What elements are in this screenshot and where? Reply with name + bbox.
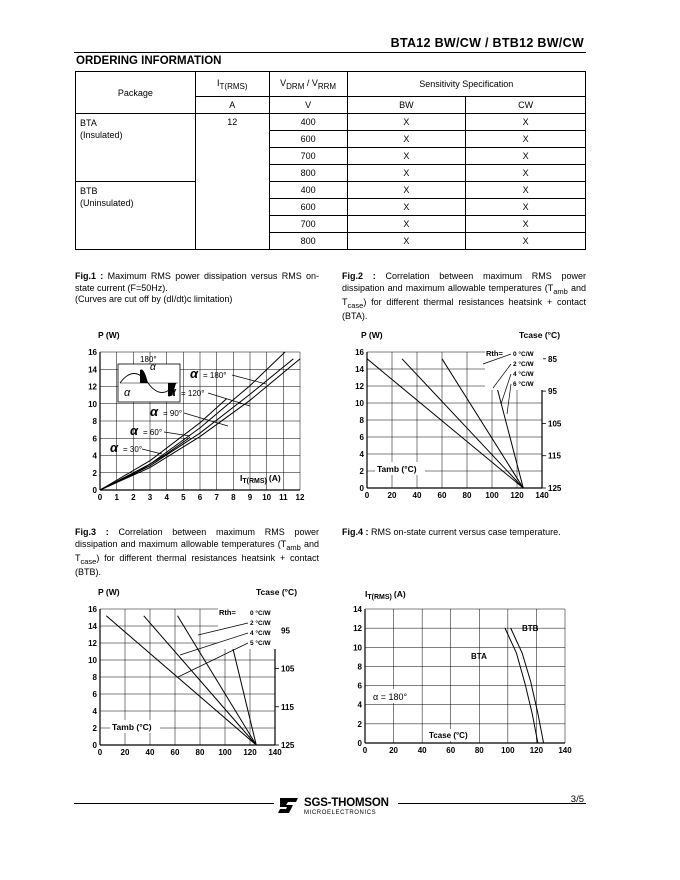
alpha-180-value: = 180° <box>203 371 227 380</box>
fig2-rth-legend <box>485 346 543 390</box>
y-tick-label: 2 <box>92 468 97 478</box>
y-tick-label: 6 <box>92 690 97 699</box>
fig4-caption: Fig.4 : RMS on-state current versus case temperature. <box>342 527 561 537</box>
x-tick-label: 8 <box>231 493 236 502</box>
bw-cell: X <box>347 131 466 148</box>
y-tick-label: 12 <box>88 639 97 648</box>
y-tick-label: 6 <box>92 434 97 444</box>
y2-tick-label: 115 <box>281 702 294 712</box>
svg-text:4 °C/W: 4 °C/W <box>513 371 534 378</box>
fig2-chart <box>343 326 583 511</box>
alpha-30-symbol: α <box>110 440 119 455</box>
table-row <box>76 182 586 199</box>
y-tick-label: 4 <box>92 707 97 716</box>
y-tick-label: 2 <box>92 724 97 733</box>
bw-cell: X <box>347 233 466 250</box>
voltage-cell: 400 <box>269 114 347 131</box>
fig3-xlabel: Tamb (°C) <box>112 722 152 732</box>
brand-sub: MICROELECTRONICS <box>304 810 377 816</box>
package-btb: BTB (Uninsulated) <box>76 182 196 250</box>
unit-it: A <box>195 97 269 114</box>
document-title: BTA12 BW/CW / BTB12 BW/CW <box>390 36 584 50</box>
header-rule <box>74 52 586 53</box>
y-tick-label: 10 <box>353 643 362 653</box>
x-tick-label: 7 <box>214 493 219 502</box>
fig4-chart <box>343 583 583 768</box>
y-tick-label: 4 <box>357 700 362 710</box>
voltage-cell: 600 <box>269 131 347 148</box>
svg-text:4 °C/W: 4 °C/W <box>250 630 271 637</box>
x-tick-label: 140 <box>268 748 282 757</box>
y-tick-label: 0 <box>359 484 364 493</box>
y2-tick-label: 85 <box>548 354 557 364</box>
svg-text:2 °C/W: 2 °C/W <box>250 620 271 627</box>
x-tick-label: 140 <box>535 491 549 500</box>
col-voltage: $V_{DRM} / V_{RRM}$ <box>269 72 347 97</box>
x-tick-label: 40 <box>145 748 155 757</box>
cw-cell: X <box>466 131 586 148</box>
voltage-cell: 800 <box>269 165 347 182</box>
fig1-caption: Fig.1 : Maximum RMS power dissipation versus RMS on-state current (F=50Hz). (Curves are cut off by (dI/dt)c limitation) <box>75 271 320 304</box>
y2-tick-label: 125 <box>548 484 562 493</box>
fig4-label-bta: BTA <box>471 652 487 661</box>
voltage-cell: 600 <box>269 199 347 216</box>
svg-text:Rth=: Rth= <box>219 608 236 617</box>
x-tick-label: 140 <box>558 746 572 755</box>
y-tick-label: 6 <box>357 681 362 691</box>
bw-cell: X <box>347 216 466 233</box>
cw-cell: X <box>466 148 586 165</box>
y-tick-label: 10 <box>355 399 364 408</box>
x-tick-label: 0 <box>362 746 368 755</box>
svg-text:5 °C/W: 5 °C/W <box>250 640 271 647</box>
cw-cell: X <box>466 233 586 250</box>
x-tick-label: 80 <box>195 748 205 757</box>
brand-name: SGS-THOMSON <box>304 797 389 809</box>
x-tick-label: 3 <box>147 493 153 502</box>
x-tick-label: 9 <box>247 493 253 502</box>
alpha-120-value: = 120° <box>181 389 205 398</box>
x-tick-label: 80 <box>462 491 472 500</box>
x-tick-label: 10 <box>262 493 272 502</box>
alpha-90-symbol: α <box>150 404 159 419</box>
x-tick-label: 2 <box>131 493 136 502</box>
y2-tick-label: 105 <box>281 664 295 674</box>
x-tick-label: 6 <box>197 493 203 502</box>
y-tick-label: 12 <box>88 382 97 392</box>
y-tick-label: 4 <box>359 450 364 459</box>
y-tick-label: 16 <box>88 605 97 614</box>
footer-rule-left <box>74 803 274 804</box>
voltage-cell: 700 <box>269 216 347 233</box>
fig3-chart <box>80 583 320 768</box>
fig4-label-btb: BTB <box>522 624 539 633</box>
x-tick-label: 100 <box>218 748 232 757</box>
footer-rule-right <box>398 803 586 804</box>
page-number: 3/5 <box>570 794 584 805</box>
y-tick-label: 14 <box>355 365 364 374</box>
fig4-xlabel: Tcase (°C) <box>429 731 468 740</box>
x-tick-label: 100 <box>485 491 499 500</box>
voltage-cell: 400 <box>269 182 347 199</box>
cw-cell: X <box>466 165 586 182</box>
col-sensitivity: Sensitivity Specification <box>347 72 585 97</box>
x-tick-label: 100 <box>501 746 515 755</box>
y-tick-label: 2 <box>357 719 362 729</box>
alpha-90-value: = 90° <box>163 409 183 418</box>
y-tick-label: 4 <box>92 451 97 461</box>
y-tick-label: 0 <box>92 741 97 750</box>
bw-cell: X <box>347 114 466 131</box>
svg-text:Rth=: Rth= <box>486 349 503 358</box>
fig1-chart <box>80 326 320 511</box>
svg-text:2 °C/W: 2 °C/W <box>513 361 534 368</box>
x-tick-label: 4 <box>164 493 169 502</box>
x-tick-label: 20 <box>387 491 397 500</box>
y-tick-label: 10 <box>88 656 97 665</box>
ordering-section-title: ORDERING INFORMATION <box>76 55 222 67</box>
x-tick-label: 1 <box>114 493 119 502</box>
x-tick-label: 12 <box>295 493 305 502</box>
unit-bw: BW <box>347 97 466 114</box>
x-tick-label: 60 <box>170 748 180 757</box>
y-tick-label: 2 <box>359 467 364 476</box>
bw-cell: X <box>347 182 466 199</box>
fig2-caption: Fig.2 : Correlation between maximum RMS power dissipation and maximum allowable temperatures ($T_{amb}$ and $T_{case}$) for different thermal resistances heatsink + contact (BTA). <box>342 271 586 322</box>
cw-cell: X <box>466 114 586 131</box>
y2-tick-label: 125 <box>281 741 295 750</box>
svg-text:α: α <box>124 387 131 399</box>
y-tick-label: 6 <box>359 433 364 442</box>
package-bta: BTA (Insulated) <box>76 114 196 182</box>
st-logo-icon <box>276 796 300 814</box>
x-tick-label: 120 <box>243 748 257 757</box>
x-tick-label: 20 <box>120 748 130 757</box>
alpha-60-value: = 60° <box>143 428 163 437</box>
x-tick-label: 0 <box>97 748 103 757</box>
x-tick-label: 20 <box>389 746 399 755</box>
x-tick-label: 5 <box>181 493 186 502</box>
x-tick-label: 60 <box>446 746 456 755</box>
y2-tick-label: 105 <box>548 419 562 429</box>
cw-cell: X <box>466 182 586 199</box>
voltage-cell: 700 <box>269 148 347 165</box>
cw-cell: X <box>466 216 586 233</box>
alpha-60-symbol: α <box>130 423 139 438</box>
y-tick-label: 12 <box>353 624 362 634</box>
x-tick-label: 11 <box>279 493 288 502</box>
col-package: Package <box>76 72 196 114</box>
y-tick-label: 16 <box>355 348 364 357</box>
cw-cell: X <box>466 199 586 216</box>
bw-cell: X <box>347 148 466 165</box>
voltage-cell: 800 <box>269 233 347 250</box>
y-tick-label: 8 <box>92 417 97 426</box>
unit-cw: CW <box>466 97 586 114</box>
y-tick-label: 12 <box>355 382 364 391</box>
x-tick-label: 120 <box>529 746 544 755</box>
unit-v: V <box>269 97 347 114</box>
svg-text:0 °C/W: 0 °C/W <box>250 610 271 617</box>
table-row <box>76 114 586 131</box>
fig3-caption: Fig.3 : Correlation between maximum RMS power dissipation and maximum allowable temperatures ($T_{amb}$ and $T_{case}$) for different thermal resistances heatsink + contact (BTB). <box>75 527 319 578</box>
svg-text:6 °C/W: 6 °C/W <box>513 381 534 388</box>
fig4-alpha-annotation: α = 180° <box>373 692 408 702</box>
alpha-30-value: = 30° <box>123 445 143 454</box>
col-it: $I_{T(RMS)}$ <box>195 72 269 97</box>
svg-text:0 °C/W: 0 °C/W <box>513 351 534 358</box>
fig2-y2label: Tcase (°C) <box>519 330 561 340</box>
fig1-xlabel: $I_{T(RMS)}$ (A) <box>240 473 281 485</box>
y2-tick-label: 95 <box>281 626 290 636</box>
y-tick-label: 14 <box>88 622 97 631</box>
bw-cell: X <box>347 199 466 216</box>
x-tick-label: 40 <box>412 491 422 500</box>
y-tick-label: 0 <box>357 739 362 748</box>
y-tick-label: 14 <box>88 365 97 375</box>
alpha-180-symbol: α <box>190 366 199 381</box>
x-tick-label: 60 <box>437 491 447 500</box>
y-tick-label: 10 <box>88 399 97 409</box>
y2-tick-label: 95 <box>548 387 557 397</box>
y-tick-label: 14 <box>353 605 362 614</box>
svg-text:180°: 180° <box>140 355 157 364</box>
x-tick-label: 80 <box>474 746 484 755</box>
svg-text:α: α <box>150 362 156 373</box>
fig1-ylabel: P (W) <box>98 330 120 340</box>
fig3-rth-legend <box>218 605 280 649</box>
x-tick-label: 40 <box>417 746 427 755</box>
alpha-120-symbol: α <box>168 384 177 399</box>
x-tick-label: 0 <box>364 491 370 500</box>
fig3-ylabel: P (W) <box>98 587 120 597</box>
bw-cell: X <box>347 165 466 182</box>
y2-tick-label: 115 <box>548 451 561 461</box>
y-tick-label: 8 <box>92 673 97 682</box>
y-tick-label: 0 <box>92 486 97 495</box>
x-tick-label: 120 <box>510 491 524 500</box>
fig4-ylabel: $I_{T(RMS)}$ (A) <box>365 589 406 601</box>
ordering-table <box>75 71 586 250</box>
y-tick-label: 8 <box>357 662 362 672</box>
x-tick-label: 0 <box>97 493 103 502</box>
fig3-y2label: Tcase (°C) <box>256 587 298 597</box>
current-value: 12 <box>195 114 269 250</box>
y-tick-label: 16 <box>88 348 97 357</box>
fig2-xlabel: Tamb (°C) <box>377 464 417 474</box>
y-tick-label: 8 <box>359 416 364 425</box>
fig2-ylabel: P (W) <box>361 330 383 340</box>
